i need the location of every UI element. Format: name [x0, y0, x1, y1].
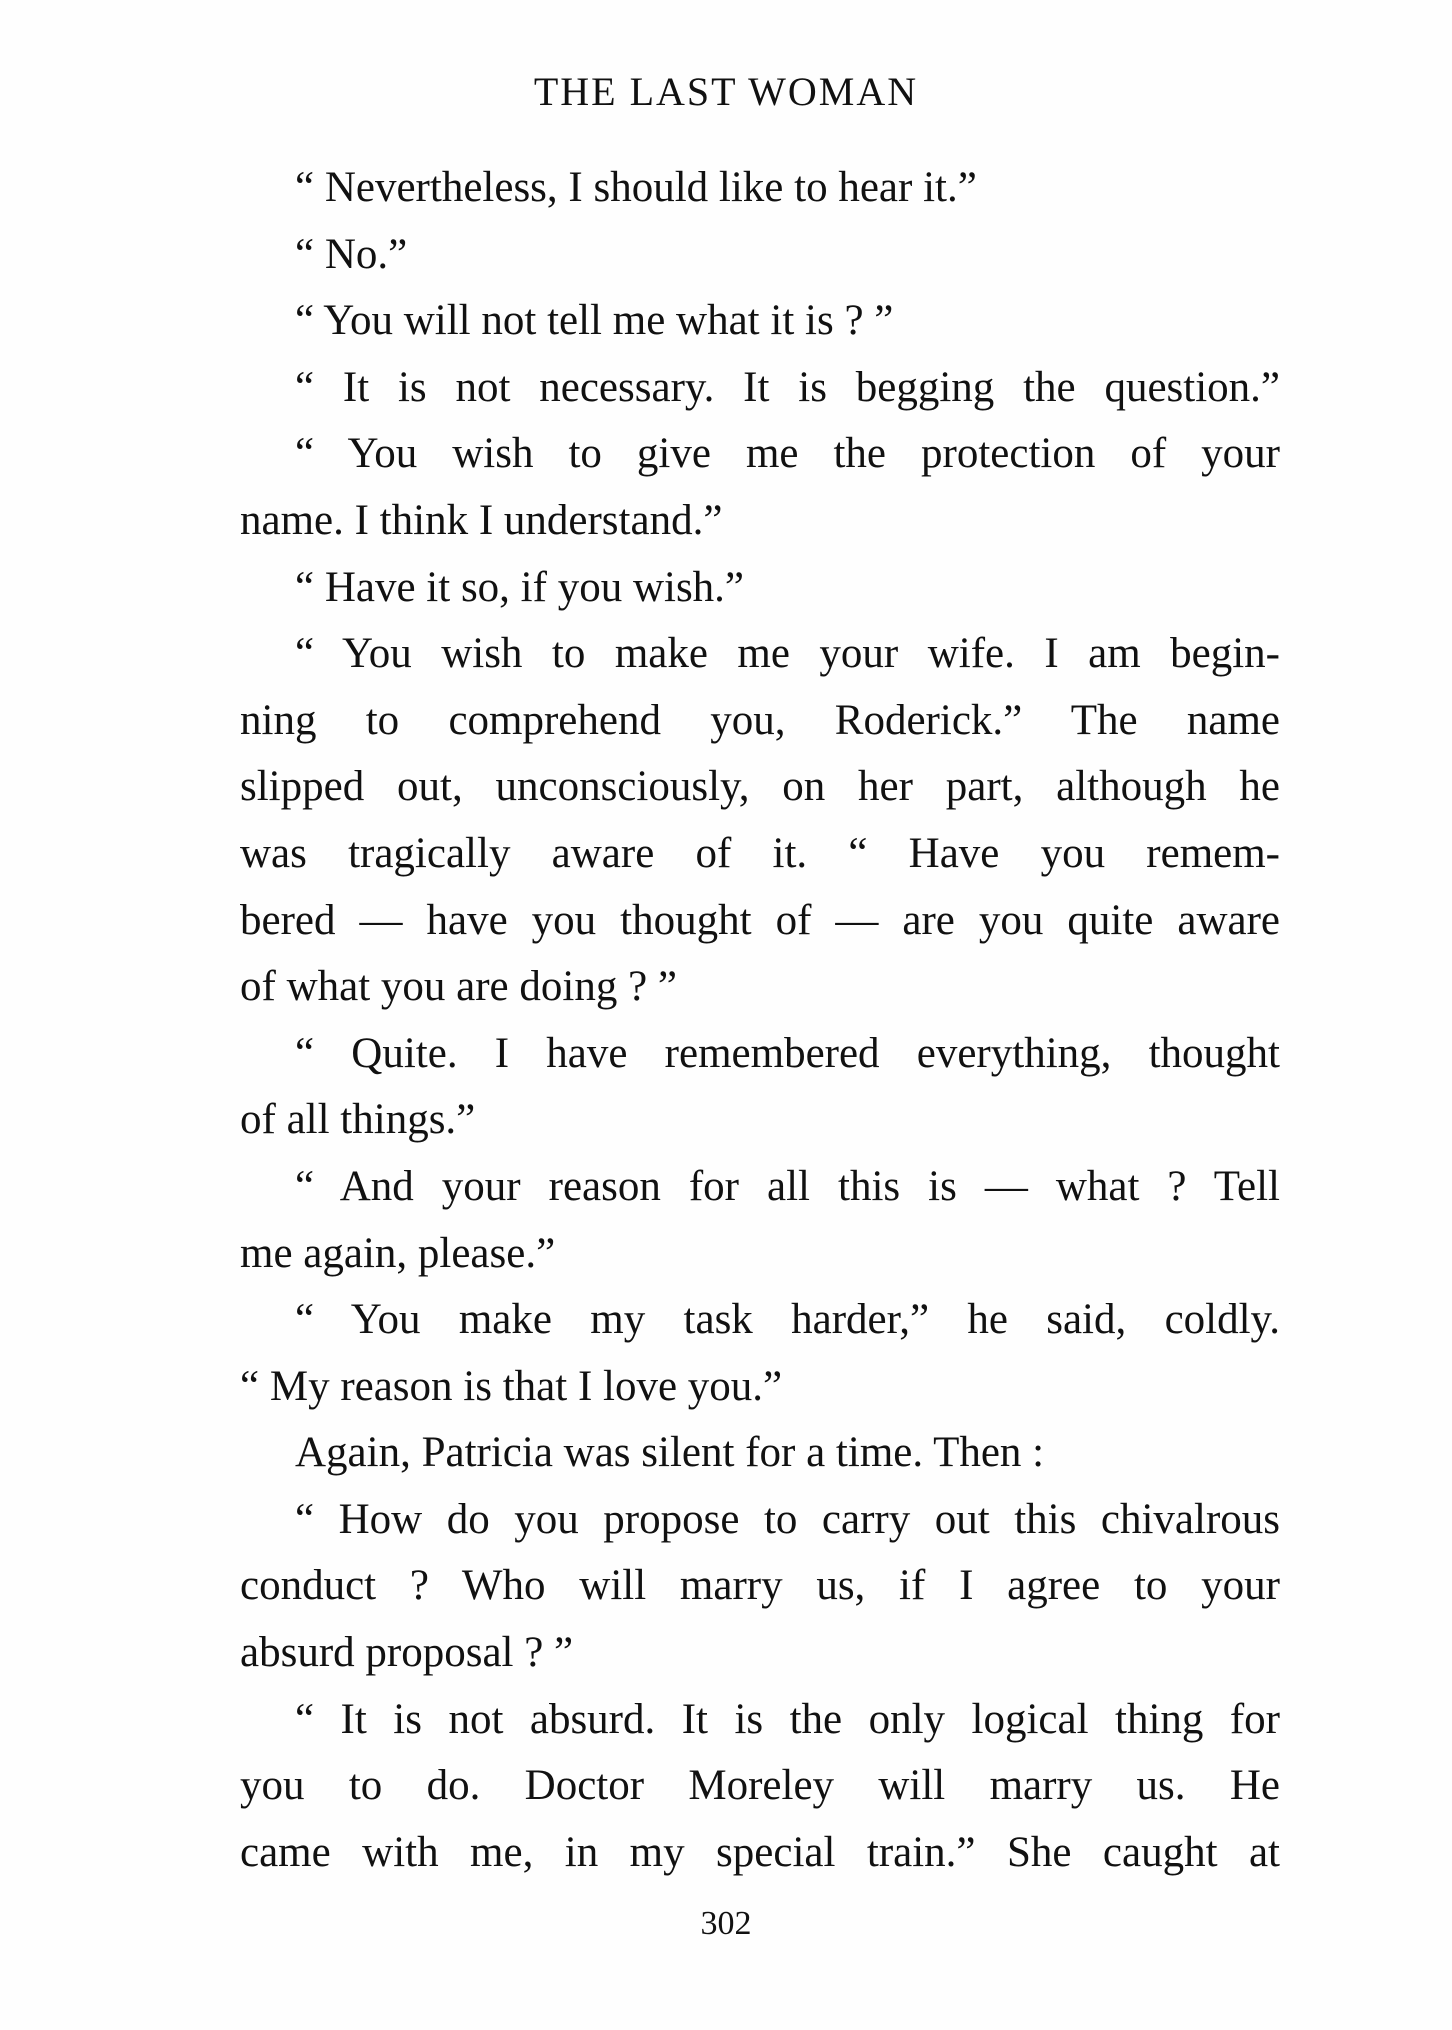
text-line: “ It is not absurd. It is the only logical thing for [295, 1695, 1280, 1743]
text-line: ning to comprehend you, Roderick.” The name [240, 696, 1280, 744]
text-line: conduct ? Who will marry us, if I agree to your [240, 1562, 1280, 1610]
text-line: Again, Patricia was silent for a time. Then : [295, 1429, 1045, 1477]
text-line: of all things.” [240, 1096, 476, 1144]
body-text [240, 155, 1280, 1886]
text-line: came with me, in my special train.” She caught at [240, 1828, 1280, 1876]
text-line: “ No.” [295, 230, 408, 278]
text-line: “ You will not tell me what it is ? ” [295, 297, 894, 345]
text-line: of what you are doing ? ” [240, 963, 678, 1011]
text-line: slipped out, unconsciously, on her part, although he [240, 763, 1280, 811]
text-line: “ And your reason for all this is — what ? Tell [295, 1162, 1280, 1210]
text-line: bered — have you thought of — are you quite aware [240, 896, 1280, 944]
text-line: “ You wish to give me the protection of your [295, 430, 1280, 478]
text-line: name. I think I understand.” [240, 496, 723, 544]
text-line: “ You wish to make me your wife. I am begin- [295, 630, 1280, 678]
text-line: “ Nevertheless, I should like to hear it.” [295, 164, 977, 211]
text-line: “ Quite. I have remembered everything, thought [295, 1029, 1280, 1077]
text-line: absurd proposal ? ” [240, 1629, 574, 1677]
text-line: me again, please.” [240, 1229, 556, 1277]
text-line: “ My reason is that I love you.” [240, 1362, 783, 1410]
text-line: “ It is not necessary. It is begging the question.” [295, 363, 1280, 411]
running-head: THE LAST WOMAN [533, 69, 919, 114]
text-line: “ You make my task harder,” he said, coldly. [295, 1296, 1280, 1344]
page-number: 302 [700, 1905, 752, 1942]
text-line: “ Have it so, if you wish.” [295, 563, 745, 611]
text-line: was tragically aware of it. “ Have you remem- [240, 829, 1280, 877]
text-line: “ How do you propose to carry out this chivalrous [295, 1495, 1280, 1543]
text-line: you to do. Doctor Moreley will marry us. He [240, 1762, 1280, 1810]
